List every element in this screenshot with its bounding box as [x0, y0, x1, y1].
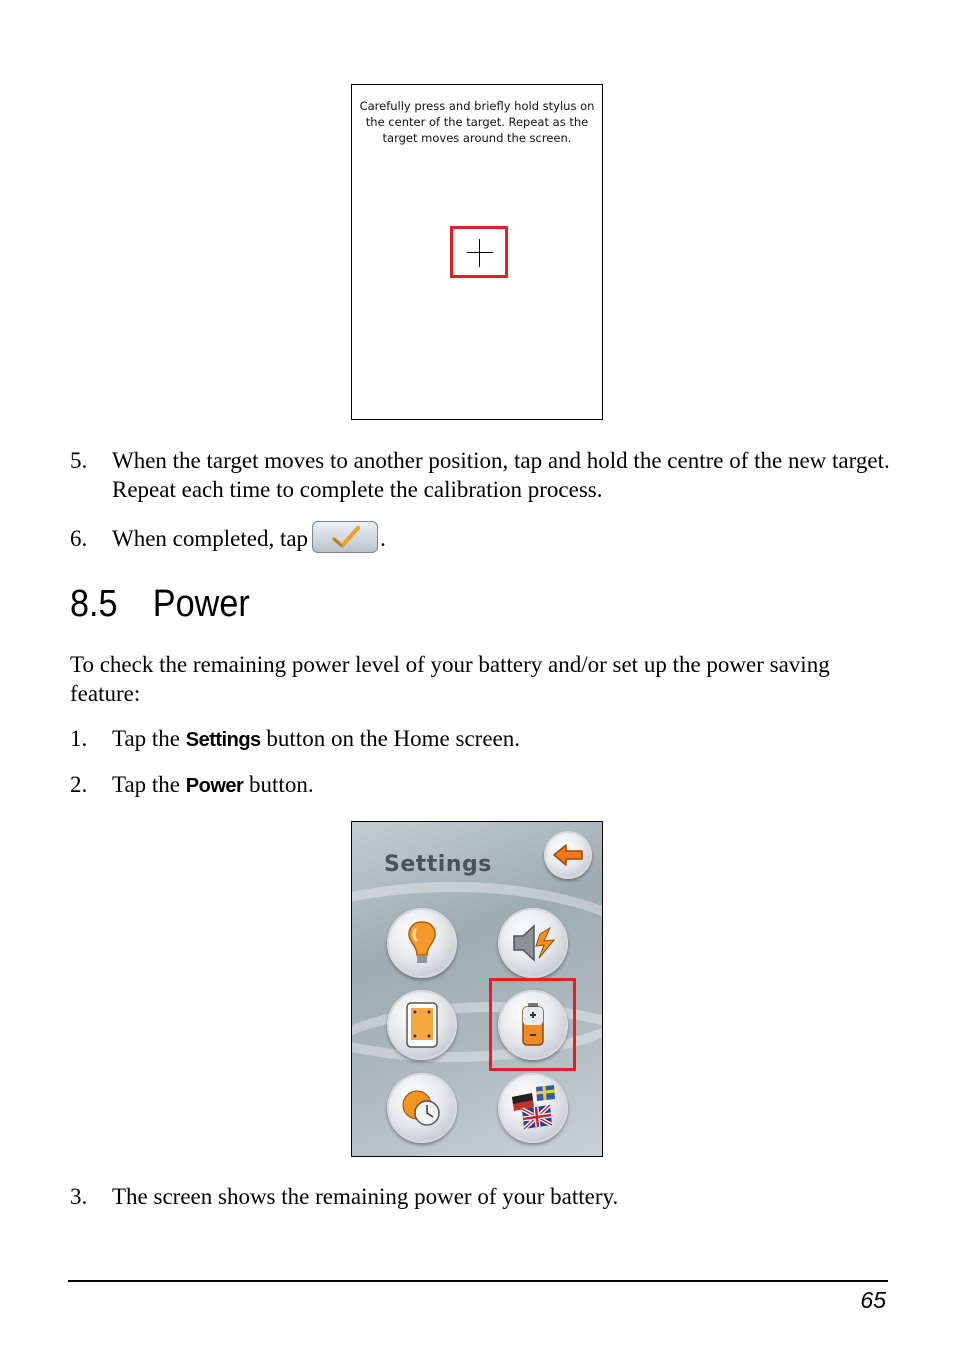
backlight-button[interactable]: [387, 908, 457, 978]
step-number: 5.: [70, 448, 88, 473]
step-text: When completed, tap: [112, 526, 309, 551]
volume-button[interactable]: [498, 908, 568, 978]
footer-rule: [68, 1280, 888, 1282]
date-time-icon: [387, 1073, 457, 1143]
crosshair-horizontal: [467, 252, 493, 253]
step-number: 2.: [70, 772, 88, 797]
speaker-icon: [498, 908, 568, 978]
step-text: The screen shows the remaining power of your battery.: [112, 1184, 619, 1209]
calibration-target-highlight: [450, 226, 508, 278]
calibration-button[interactable]: [387, 990, 457, 1060]
section-title: Power: [152, 583, 250, 625]
step-number: 6.: [70, 526, 88, 551]
step-text: Tap the: [112, 772, 181, 797]
ok-check-icon[interactable]: [312, 521, 378, 553]
step-text: Tap the: [112, 726, 181, 751]
step-number: 1.: [70, 726, 88, 751]
date-time-button[interactable]: [387, 1073, 457, 1143]
step-number: 3.: [70, 1184, 88, 1209]
section-heading: [70, 583, 250, 626]
calibration-instruction: Carefully press and briefly hold stylus on the center of the target. Repeat as the target moves around the screen.: [359, 99, 595, 145]
back-arrow-icon: [544, 831, 592, 879]
back-button[interactable]: [544, 831, 592, 879]
power-button-highlight: [489, 978, 576, 1071]
screen-calibration-icon: [387, 990, 457, 1060]
calibration-screenshot: [351, 84, 603, 420]
step-text-end: .: [380, 526, 386, 551]
section-number: 8.5: [70, 583, 118, 625]
step-text: button on the Home screen.: [266, 726, 520, 751]
step-text: When the target moves to another position, tap and hold the centre of the new target. Repeat each time to complete the calibration process.: [112, 448, 890, 502]
settings-title: Settings: [384, 852, 492, 877]
language-button[interactable]: [498, 1073, 568, 1143]
power-term: Power: [185, 775, 244, 797]
step-text: button.: [249, 772, 314, 797]
intro-paragraph: To check the remaining power level of your battery and/or set up the power saving feature:: [70, 652, 830, 706]
settings-screenshot: [351, 821, 603, 1157]
language-flags-icon: [498, 1073, 568, 1143]
settings-term: Settings: [185, 729, 261, 751]
lightbulb-icon: [387, 908, 457, 978]
crosshair-vertical: [479, 239, 480, 267]
page-number: 65: [860, 1287, 886, 1313]
